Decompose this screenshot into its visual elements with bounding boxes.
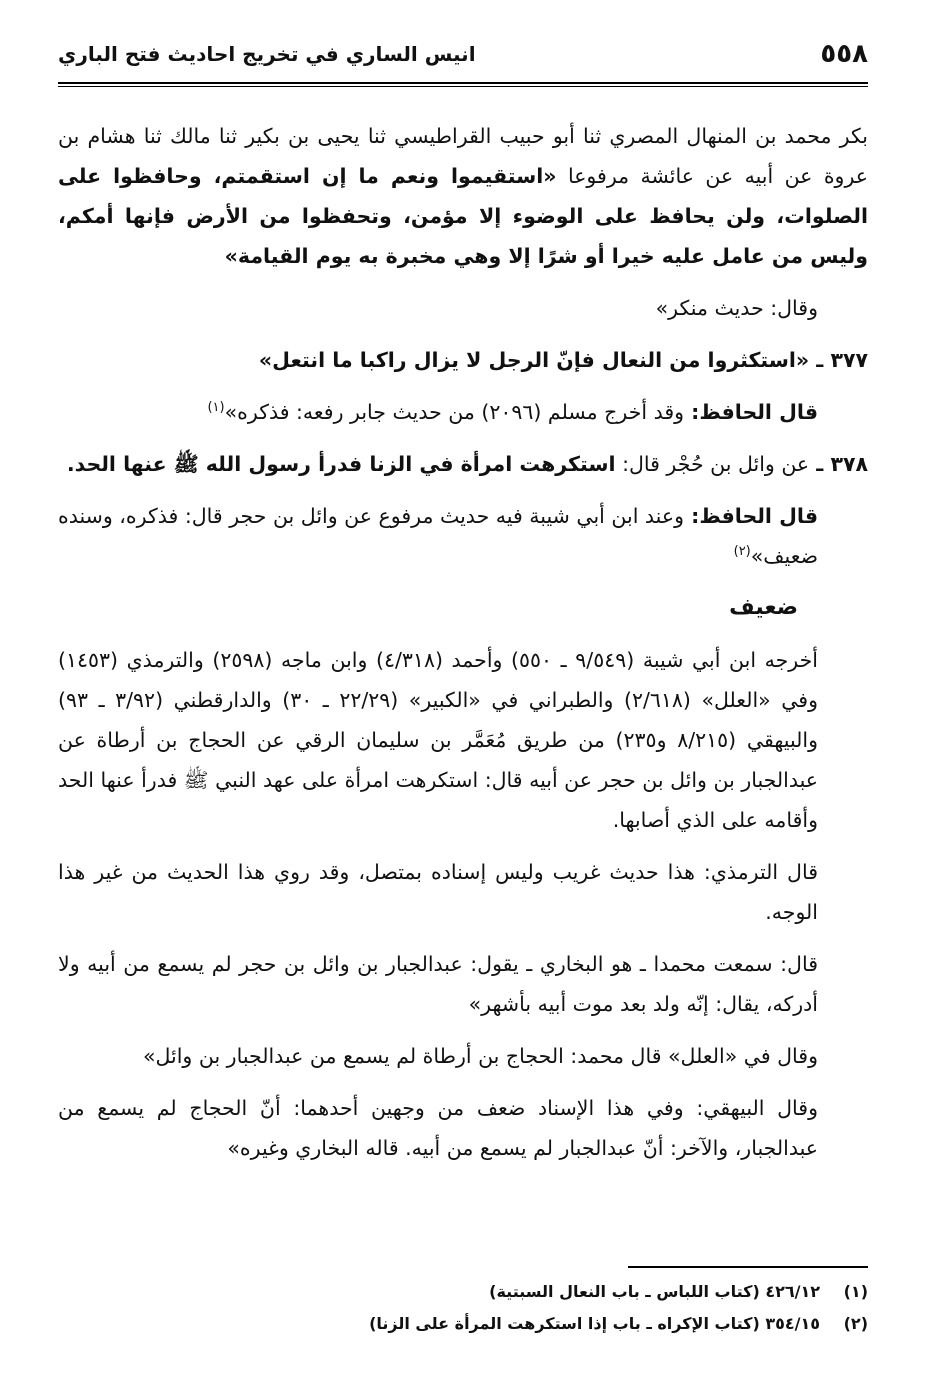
page-body (58, 116, 868, 1180)
paragraph-comment: وقال: حديث منكر» (655, 296, 818, 320)
hadith-number: ٣٧٧ ـ (809, 348, 868, 372)
hafiz-comment-1: قال الحافظ: وقد أخرج مسلم (٢٠٩٦) من حديث جابر رفعه: فذكره»$^{(١)}$ (207, 400, 818, 424)
hafiz-label: قال الحافظ: (684, 400, 818, 424)
tirmidhi-paragraph: قال الترمذي: هذا حديث غريب وليس إسناده بمتصل، وقد روي هذا الحديث من غير هذا الوجه. (58, 860, 818, 924)
book-page (58, 28, 868, 1358)
running-title: انيس الساري في تخريج احاديث فتح الباري (58, 42, 476, 66)
page-header (58, 28, 868, 80)
footnote-ref: (٢) (733, 544, 751, 560)
page-number: ٥٥٨ (820, 39, 868, 69)
footnote-item (58, 1276, 868, 1308)
footnote-rule (628, 1266, 868, 1268)
takhrij-paragraph: أخرجه ابن أبي شيبة (٩/٥٤٩ ـ ٥٥٠) وأحمد (٤/٣١٨) وابن ماجه (٢٥٩٨) والترمذي (١٤٥٣) وفي «العلل» (٢/٦١٨) والطبراني في «الكبير» (٢٢/٢٩ ـ ٣٠) والدارقطني (٣/٩٢ ـ ٩٣) والبيهقي (٨/٢١٥ و٢٣٥) من طريق مُعَمَّر بن سليمان الرقي عن الحجاج بن أرطاة عن عبدالجبار بن وائل بن حجر عن أبيه قال: استكرهت امرأة على عهد النبي ﷺ فدرأ عنها الحد وأقامه على الذي أصابها. (58, 648, 818, 832)
footnote-ref: (١) (207, 400, 225, 416)
hadith-number: ٣٧٨ ـ (809, 452, 868, 476)
footnote-text: ٤٢٦/١٢ (كتاب اللباس ـ باب النعال السبتية) (489, 1282, 820, 1301)
hadith-text: «استقيموا ونعم ما إن استقمتم، وحافظوا على الصلوات، ولن يحافظ على الوضوء إلا مؤمن، وتحفظوا من الأرض فإنها أمكم، وليس من عامل عليه خيرا أو شرًا إلا وهي مخبرة به يوم القيامة» (58, 164, 868, 268)
bukhari-paragraph: قال: سمعت محمدا ـ هو البخاري ـ يقول: عبدالجبار بن وائل بن حجر لم يسمع من أبيه ولا أدركه، يقال: إنّه ولد بعد موت أبيه بأشهر» (58, 952, 818, 1016)
hadith-text: استكرهت امرأة في الزنا فدرأ رسول الله ﷺ عنها الحد. (66, 452, 616, 476)
header-rule (58, 82, 868, 84)
hadith-text: «استكثروا من النعال فإنّ الرجل لا يزال راكبا ما انتعل» (258, 348, 810, 372)
paragraph-chain: بكر محمد بن المنهال المصري ثنا أبو حبيب القراطيسي ثنا يحيى بن بكير ثنا مالك ثنا هشام بن عروة عن أبيه عن عائشة مرفوعا «استقيموا ونعم ما إن استقمتم، وحافظوا على الصلوات، ولن يحافظ على الوضوء إلا مؤمن، وتحفظوا من الأرض فإنها أمكم، وليس من عامل عليه خيرا أو شرًا إلا وهي مخبرة به يوم القيامة» (58, 124, 868, 268)
footnote-number: (٢) (843, 1314, 868, 1333)
footnote-item (58, 1308, 868, 1340)
bayhaqi-paragraph: وقال البيهقي: وفي هذا الإسناد ضعف من وجهين أحدهما: أنّ الحجاج لم يسمع من عبدالجبار، والآخر: أنّ عبدالجبار لم يسمع من أبيه. قاله البخاري وغيره» (58, 1096, 818, 1160)
hadith-377 (58, 340, 868, 380)
footnote-text: ٣٥٤/١٥ (كتاب الإكراه ـ باب إذا استكرهت المرأة على الزنا) (369, 1314, 820, 1333)
header-rule-thin (58, 86, 868, 87)
hafiz-label: قال الحافظ: (684, 504, 819, 528)
grade-heading: ضعيف (729, 595, 798, 620)
footnotes (58, 1276, 868, 1340)
ilal-paragraph: وقال في «العلل» قال محمد: الحجاج بن أرطاة لم يسمع من عبدالجبار بن وائل» (142, 1044, 818, 1068)
footnote-number: (١) (843, 1282, 868, 1301)
hafiz-comment-2: قال الحافظ: وعند ابن أبي شيبة فيه حديث مرفوع عن وائل بن حجر قال: فذكره، وسنده ضعيف»$^{(٢)}$ (58, 504, 819, 568)
hadith-378: ٣٧٨ ـ عن وائل بن حُجْر قال: استكرهت امرأة في الزنا فدرأ رسول الله ﷺ عنها الحد. (66, 452, 868, 476)
